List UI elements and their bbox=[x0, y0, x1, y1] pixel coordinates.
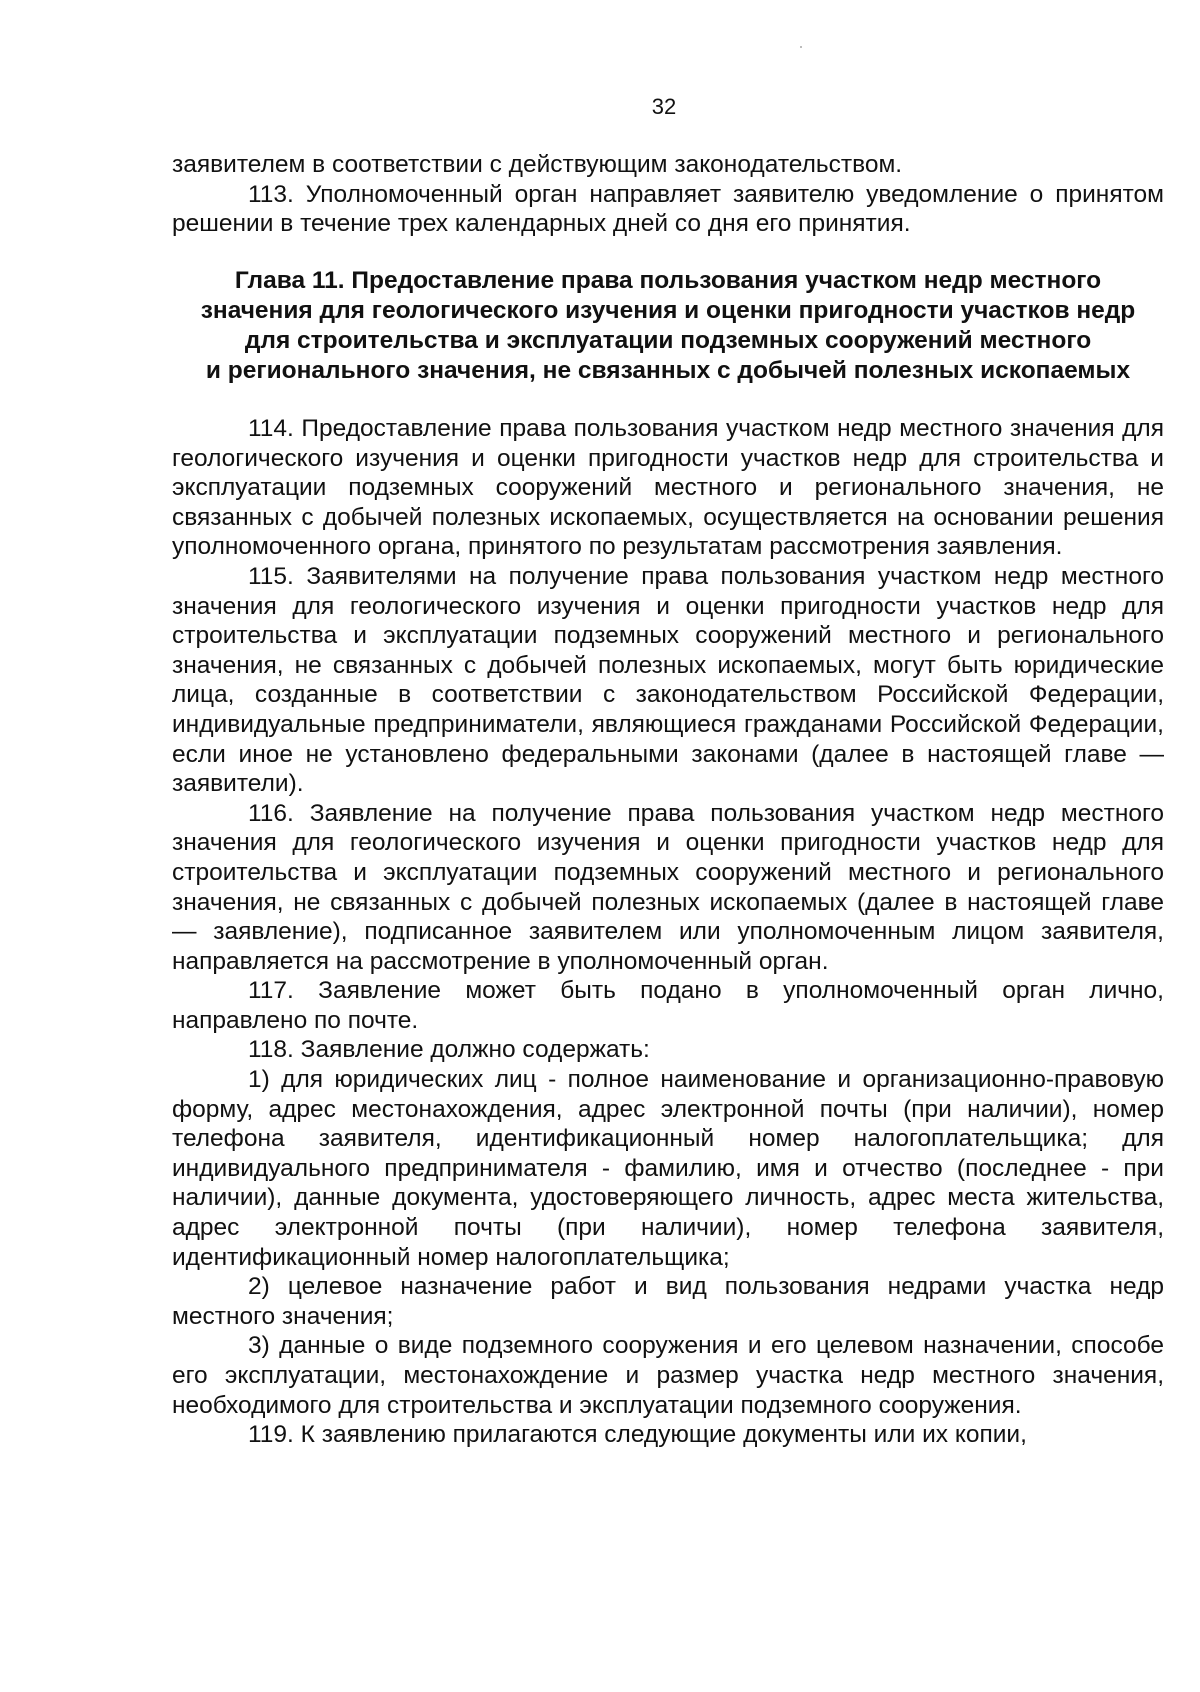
list-item-3: 3) данные о виде подземного сооружения и его целевом назначении, способе его эксплуатации, местонахождение и размер участка недр местного значения, необходимого для строительства и эксплуатации подземного сооружения. bbox=[172, 1332, 1164, 1419]
chapter-heading-line: значения для геологического изучения и оценки пригодности участков недр bbox=[200, 297, 1136, 324]
list-item-1: 1) для юридических лиц - полное наименование и организационно-правовую форму, адрес местонахождения, адрес электронной почты (при наличии), номер телефона заявителя, идентификационный номер налогоплательщика; для индивидуального предпринимателя - фамилию, имя и отчество (последнее - при наличии), данные документа, удостоверяющего личность, адрес места жительства, адрес электронной почты (при наличии), номер телефона заявителя, идентификационный номер налогоплательщика; bbox=[172, 1066, 1164, 1271]
page-number: 32 bbox=[651, 94, 677, 119]
paragraph-115: 115. Заявителями на получение права пользования участком недр местного значения для геологического изучения и оценки пригодности участков недр для строительства и эксплуатации подземных сооружений местного и регионального значения, не связанных с добычей полезных ископаемых, могут быть юридические лица, созданные в соответствии с законодательством Российской Федерации, индивидуальные предприниматели, являющиеся гражданами Российской Федерации, если иное не установлено федеральными законами (далее в настоящей главе — заявители). bbox=[172, 562, 1164, 798]
paragraph-continuation: заявителем в соответствии с действующим законодательством. bbox=[172, 151, 903, 178]
paragraph-118: 118. Заявление должно содержать: bbox=[248, 1036, 650, 1064]
chapter-heading-line: для строительства и эксплуатации подземных сооружений местного bbox=[244, 327, 1092, 354]
top-text-block bbox=[172, 150, 1164, 239]
chapter-heading bbox=[160, 266, 1176, 386]
paragraph-116: 116. Заявление на получение права пользования участком недр местного значения для геологического изучения и оценки пригодности участков недр для строительства и эксплуатации подземных сооружений местного и регионального значения, не связанных с добычей полезных ископаемых (далее в настоящей главе — заявление), подписанное заявителем или уполномоченным лицом заявителя, направляется на рассмотрение в уполномоченный орган. bbox=[172, 799, 1164, 975]
body-text-block bbox=[172, 414, 1164, 1450]
chapter-heading-line: Глава 11. Предоставление права пользования участком недр местного bbox=[234, 267, 1102, 294]
paragraph-114: 114. Предоставление права пользования участком недр местного значения для геологического изучения и оценки пригодности участков недр для строительства и эксплуатации подземных сооружений местного и регионального значения, не связанных с добычей полезных ископаемых, осуществляется на основании решения уполномоченного органа, принятого по результатам рассмотрения заявления. bbox=[172, 415, 1164, 561]
paragraph-119: 119. К заявлению прилагаются следующие документы или их копии, bbox=[248, 1421, 1027, 1449]
paragraph-117: 117. Заявление может быть подано в уполномоченный орган лично, направлено по почте. bbox=[172, 977, 1164, 1034]
paragraph-113: 113. Уполномоченный орган направляет заявителю уведомление о принятом решении в течение трех календарных дней со дня его принятия. bbox=[172, 180, 1164, 238]
scan-speck bbox=[800, 46, 802, 48]
chapter-heading-line: и регионального значения, не связанных с добычей полезных ископаемых bbox=[205, 357, 1131, 384]
list-item-2: 2) целевое назначение работ и вид пользования недрами участка недр местного значения; bbox=[172, 1273, 1164, 1330]
